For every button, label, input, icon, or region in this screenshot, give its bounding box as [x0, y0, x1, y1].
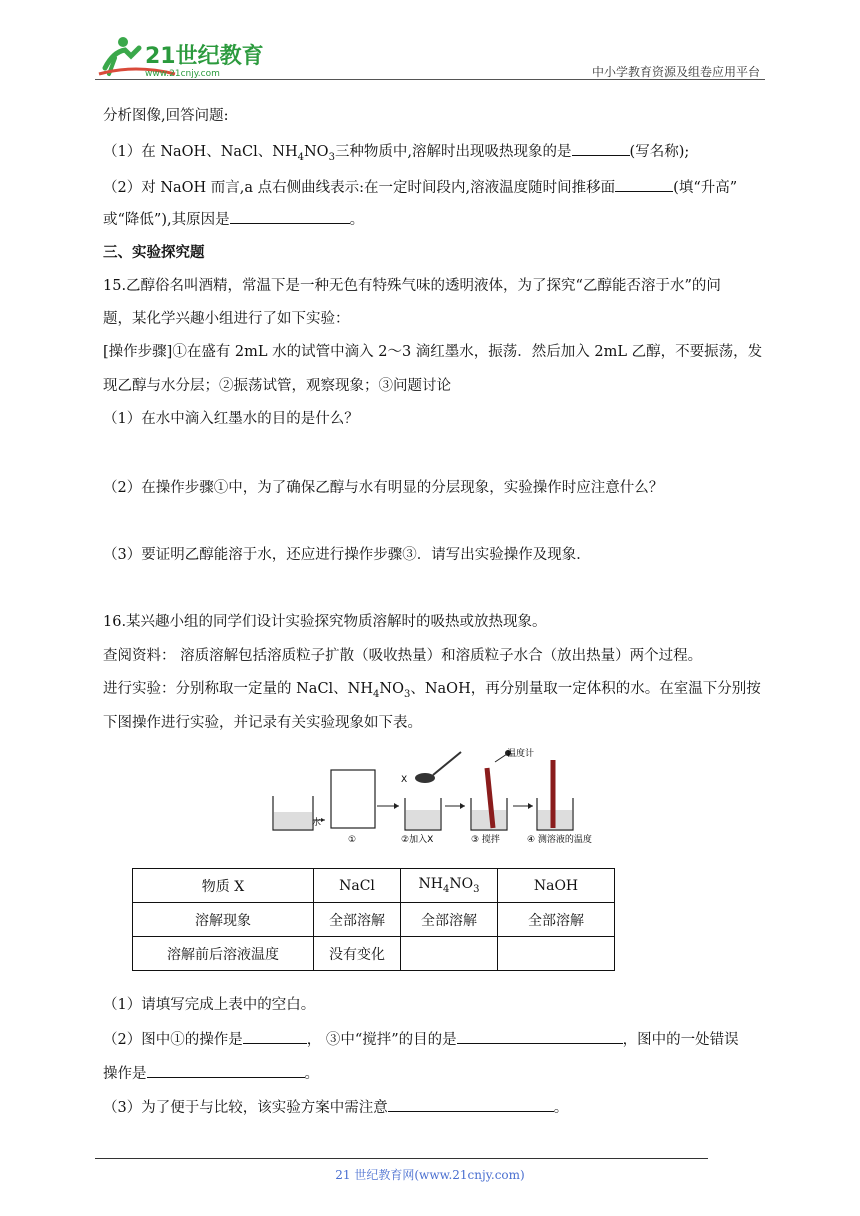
p16-q3: （3）为了便于与比较，该实验方案中需注意 。 — [103, 1097, 568, 1118]
p16-q1: （1）请填写完成上表中的空白。 — [103, 997, 316, 1013]
answer-blank[interactable] — [230, 209, 350, 224]
p16-line2: 查阅资料： 溶质溶解包括溶质粒子扩散（吸收热量）和溶质粒子水合（放出热量）两个过程。 — [103, 648, 703, 664]
answer-blank[interactable] — [615, 177, 673, 192]
answer-cell[interactable] — [401, 937, 498, 971]
p16-q2: （2）图中①的操作是 ， ③中“搅拌”的目的是 ，图中的一处错误 — [103, 1029, 739, 1050]
p15-line1: 15.乙醇俗名叫酒精，常温下是一种无色有特殊气味的透明液体，为了探究“乙醇能否溶于水”的问 — [103, 278, 721, 294]
answer-blank[interactable] — [388, 1097, 554, 1112]
p16-line1: 16.某兴趣小组的同学们设计实验探究物质溶解时的吸热或放热现象。 — [103, 614, 547, 630]
svg-text:①: ① — [348, 835, 357, 845]
p15-line2: 题，某化学兴趣小组进行了如下实验： — [103, 311, 350, 327]
platform-name: 中小学教育资源及组卷应用平台 — [591, 65, 760, 79]
question-1: （1）在 NaOH、NaCl、$NH_4NO_3$三种物质中,溶解时出现吸热现象的是 (写名称); — [103, 141, 689, 168]
p16-line3: 进行实验：分别称取一定量的 NaCl、$NH_4NO_3$、NaOH，再分别量取一定体积的水。在室温下分别按 — [103, 681, 761, 700]
answer-blank[interactable] — [147, 1063, 305, 1078]
answer-blank[interactable] — [457, 1029, 623, 1044]
table-row: 溶解现象 全部溶解 全部溶解 全部溶解 — [133, 903, 615, 937]
p15-q1: （1）在水中滴入红墨水的目的是什么？ — [103, 411, 359, 427]
section-heading: 三、实验探究题 — [103, 245, 205, 261]
svg-text:水: 水 — [312, 818, 322, 828]
header-divider — [95, 79, 765, 80]
svg-text:④ 测溶液的温度: ④ 测溶液的温度 — [527, 835, 592, 845]
svg-text:X: X — [401, 775, 408, 785]
intro-line: 分析图像,回答问题: — [103, 108, 229, 124]
footer-divider — [95, 1158, 708, 1159]
site-logo — [95, 30, 265, 80]
p15-q3: （3）要证明乙醇能溶于水，还应进行操作步骤③．请写出实验操作及现象． — [103, 547, 591, 563]
svg-text:21世纪教育: 21世纪教育 — [145, 44, 264, 69]
svg-text:www.21cnjy.com: www.21cnjy.com — [145, 69, 220, 79]
answer-blank[interactable] — [243, 1029, 307, 1044]
table-row: 溶解前后溶液温度 没有变化 — [133, 937, 615, 971]
answer-cell[interactable] — [498, 937, 615, 971]
p15-line3: [操作步骤]①在盛有 2mL 水的试管中滴入 2～3 滴红墨水，振荡．然后加入 2mL 乙醇，不要振荡，发 — [103, 344, 763, 360]
question-2: （2）对 NaOH 而言,a 点右侧曲线表示:在一定时间段内,溶液温度随时间推移面 (填“升高” — [103, 177, 737, 198]
p16-line4: 下图操作进行实验，并记录有关实验现象如下表。 — [103, 715, 422, 731]
svg-text:②加入X: ②加入X — [401, 835, 434, 845]
footer-link[interactable]: 21 世纪教育网(www.21cnjy.com) — [335, 1168, 525, 1182]
answer-blank[interactable] — [572, 141, 630, 156]
experiment-figure — [265, 748, 595, 848]
table-row: 物质 X NaCl $NH_4NO_3$ NaOH — [133, 869, 615, 903]
svg-text:温度计: 温度计 — [507, 749, 535, 759]
p15-q2: （2）在操作步骤①中，为了确保乙醇与水有明显的分层现象，实验操作时应注意什么？ — [103, 480, 664, 496]
question-2-cont: 或“降低”),其原因是 。 — [103, 209, 364, 230]
svg-text:③ 搅拌: ③ 搅拌 — [471, 835, 500, 845]
p15-line4: 现乙醇与水分层；②振荡试管，观察现象；③问题讨论 — [103, 378, 451, 394]
results-table — [132, 868, 615, 971]
p16-q2-cont: 操作是 。 — [103, 1063, 319, 1084]
